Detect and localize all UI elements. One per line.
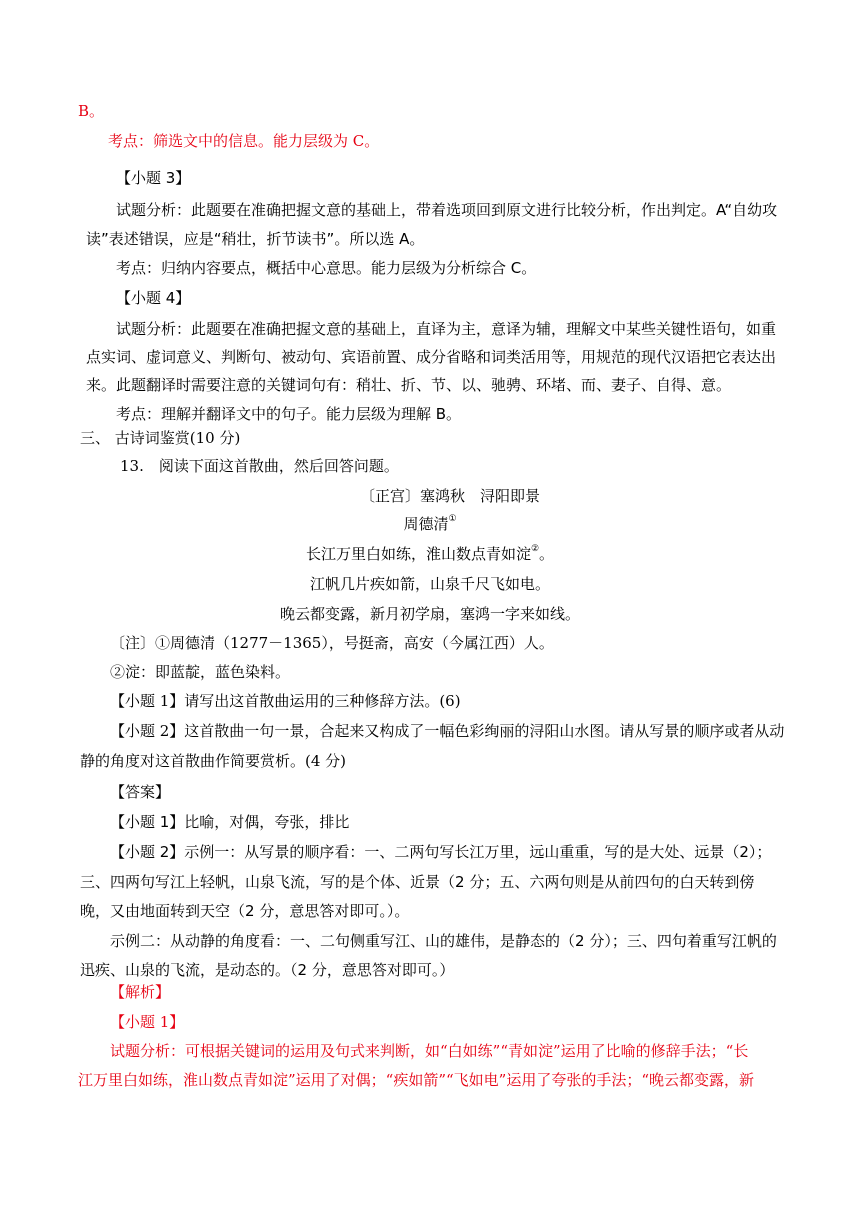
q3-analysis-line1: 试题分析：此题要在准确把握文意的基础上，带着选项回到原文进行比较分析，作出判定。A“自幼攻	[116, 201, 778, 219]
jiexi-title: 【解析】	[110, 983, 171, 1001]
q4-analysis-line3: 来。此题翻译时需要注意的关键词句有：稍壮、折、节、以、驰骋、环堵、而、妻子、自得、意。	[86, 376, 732, 394]
answer-2-line4: 示例二：从动静的角度看：一、二句侧重写江、山的雄伟，是静态的（2 分）；三、四句着重写江帆的	[110, 932, 777, 950]
note-2: ②淀：即蓝靛，蓝色染料。	[110, 663, 291, 681]
answer-b-text: B。	[78, 102, 105, 120]
section3-heading: 三、 古诗词鉴赏(10 分)	[80, 429, 241, 447]
answer-2-line1: 【小题 2】示例一：从写景的顺序看：一、二两句写长江万里，远山重重，写的是大处、远景（2）；	[110, 843, 772, 861]
q3-title: 【小题 3】	[116, 169, 191, 187]
poem-author: 周德清	[403, 515, 449, 533]
q3-analysis-line2: 读”表述错误，应是“稍壮，折节读书”。所以选 A。	[86, 230, 425, 248]
sub-question-2-line2: 静的角度对这首散曲作简要赏析。(4 分)	[80, 752, 347, 770]
poem-line-2: 江帆几片疾如箭，山泉千尺飞如电。	[309, 575, 550, 593]
answer-1: 【小题 1】比喻，对偶，夸张，排比	[110, 813, 350, 831]
poem-line-3: 晚云都变露，新月初学扇，塞鸿一字来如线。	[279, 605, 580, 623]
q4-kaodian: 考点：理解并翻译文中的句子。能力层级为理解 B。	[116, 405, 462, 423]
answer-2-line2: 三、四两句写江上轻帆，山泉飞流，写的是个体、近景（2 分；五、六两句则是从前四句的白天转到傍	[80, 873, 755, 891]
question-13: 13. 阅读下面这首散曲，然后回答问题。	[120, 457, 399, 475]
jiexi-text-line1: 试题分析：可根据关键词的运用及句式来判断，如“白如练”“青如淀”运用了比喻的修辞手法；“长	[110, 1042, 749, 1060]
poem-author-line	[0, 514, 860, 534]
line1-footnote-mark: ②	[530, 544, 540, 554]
poem-title: 〔正宫〕塞鸿秋 浔阳即景	[359, 487, 540, 505]
q4-analysis-line2: 点实词、虚词意义、判断句、被动句、宾语前置、成分省略和词类活用等，用规范的现代汉语把它表达出	[86, 348, 777, 366]
q4-analysis-line1: 试题分析：此题要在准确把握文意的基础上，直译为主，意译为辅，理解文中某些关键性语句，如重	[116, 320, 777, 338]
author-footnote-mark: ①	[448, 514, 457, 524]
jiexi-text-line2: 江万里白如练，淮山数点青如淀”运用了对偶；“疾如箭”“飞如电”运用了夸张的手法；“晚云都变露，新	[78, 1071, 755, 1089]
answer-title: 【答案】	[110, 783, 171, 801]
sub-question-2-line1: 【小题 2】这首散曲一句一景，合起来又构成了一幅色彩绚丽的浔阳山水图。请从写景的顺序或者从动	[110, 722, 785, 740]
note-1: 〔注〕①周德清（1277－1365），号挺斋，高安（今属江西）人。	[110, 634, 554, 652]
kaodian-text: 考点：筛选文中的信息。能力层级为 C。	[108, 132, 380, 150]
answer-2-line3: 晚，又由地面转到天空（2 分，意思答对即可。）。	[80, 902, 410, 920]
q4-title: 【小题 4】	[116, 289, 191, 307]
poem-line-1	[0, 544, 860, 564]
sub-question-1: 【小题 1】请写出这首散曲运用的三种修辞方法。(6)	[110, 692, 461, 710]
poem-line-1-text: 长江万里白如练，淮山数点青如淀	[305, 545, 531, 563]
q3-kaodian: 考点：归纳内容要点，概括中心意思。能力层级为分析综合 C。	[116, 259, 537, 277]
answer-2-line5: 迅疾、山泉的飞流，是动态的。（2 分，意思答对即可。）	[80, 961, 455, 979]
jiexi-sub1: 【小题 1】	[110, 1013, 185, 1031]
poem-line-1-end: 。	[539, 545, 555, 563]
